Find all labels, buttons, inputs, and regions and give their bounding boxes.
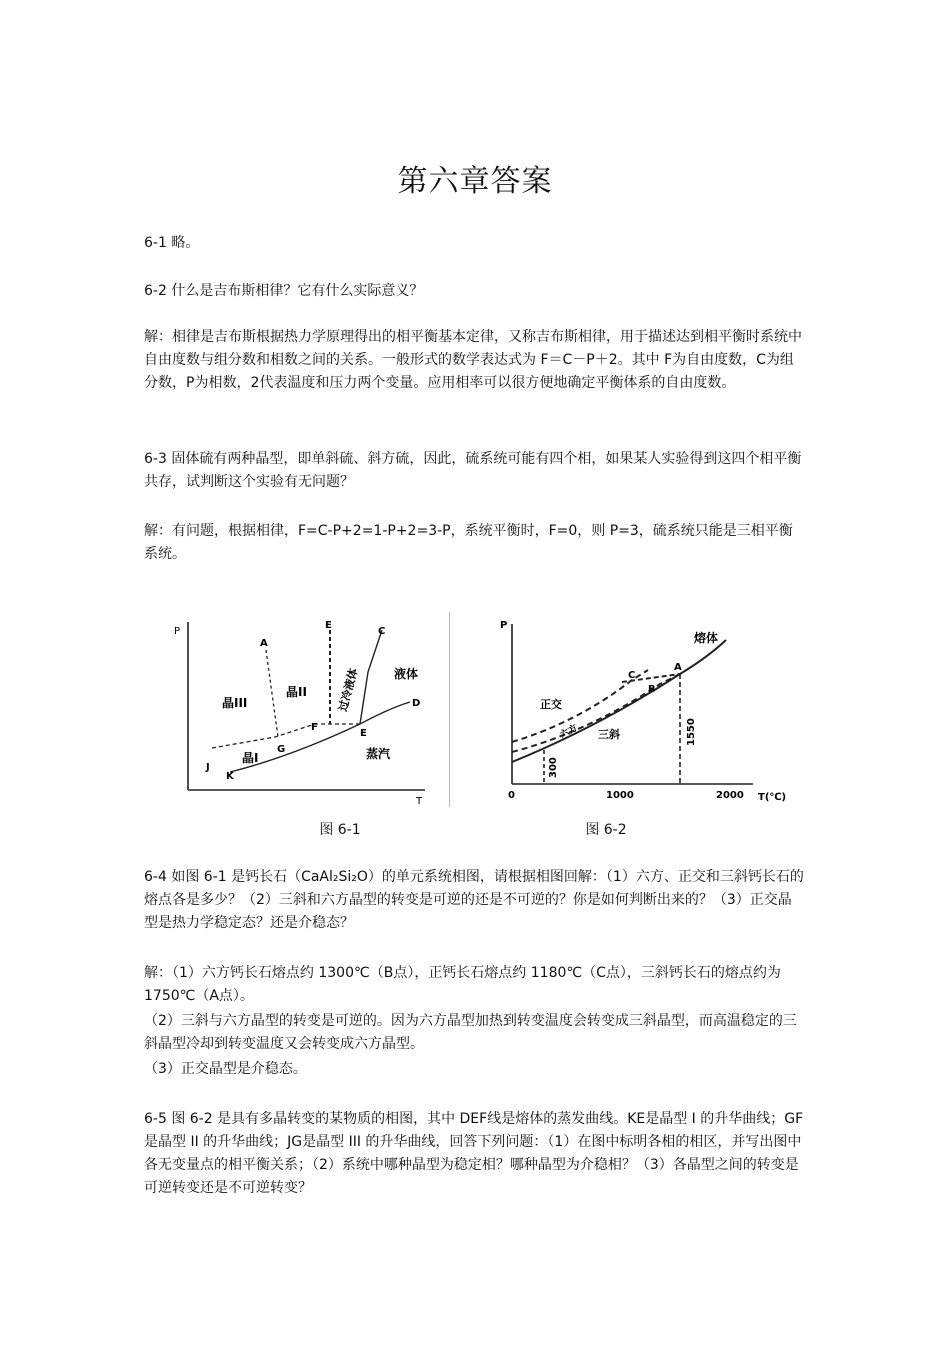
axis-t-label: T(℃) xyxy=(758,792,787,803)
point-F: F xyxy=(311,722,318,733)
curve-A xyxy=(266,650,278,737)
figure-6-2 xyxy=(498,612,798,812)
point-G: G xyxy=(277,744,286,755)
label-melt: 熔体 xyxy=(694,631,719,645)
region-supercooled-liquid: 过冷液体 xyxy=(336,666,361,713)
question-6-4: 6-4 如图 6-1 是钙长石（CaAl₂Si₂O）的单元系统相图，请根据相图回解：（1）六方、正交和三斜钙长石的熔点各是多少？（2）三斜和六方晶型的转变是可逆的还是不可逆的？你是如何判断出来的？（3）正交晶型是热力学稳定态？还是介稳态？ xyxy=(144,869,804,931)
point-E-top: E xyxy=(325,620,332,631)
label-hexagonal: 六方 xyxy=(558,723,580,741)
answer-6-4-part1: 解：（1）六方钙长石熔点约 1300℃（B点），正钙长石熔点约 1180℃（C点），三斜钙长石的熔点约为 1750℃（A点）。 xyxy=(144,965,781,1004)
region-vapor: 蒸汽 xyxy=(366,747,391,761)
axis-p-label: P xyxy=(174,626,181,637)
point-C: C xyxy=(378,626,386,637)
point-D: D xyxy=(412,698,421,709)
label-orthorhombic: 正交 xyxy=(540,698,562,711)
question-6-3: 6-3 固体硫有两种晶型，即单斜硫、斜方硫，因此，硫系统可能有四个相，如果某人实验得到这四个相平衡共存，试判断这个实验有无问题？ xyxy=(144,451,802,490)
tick-0: 0 xyxy=(508,790,515,801)
point-B: B xyxy=(648,684,656,695)
answer-6-4-part3: （3）正交晶型是介稳态。 xyxy=(144,1061,307,1077)
point-C: C xyxy=(628,670,636,681)
phase-diagram-6-1 xyxy=(170,612,440,812)
label-300: 300 xyxy=(548,757,559,778)
axis-t-label: T xyxy=(416,796,423,807)
region-liquid: 液体 xyxy=(394,667,419,681)
point-A: A xyxy=(260,638,268,649)
page-title: 第六章答案 xyxy=(397,164,553,199)
curve-JGF xyxy=(212,724,360,748)
answer-6-3: 解：有问题，根据相律，F=C-P+2=1-P+2=3-P，系统平衡时，F=0，则 P=3，硫系统只能是三相平衡系统。 xyxy=(144,523,793,562)
question-6-5: 6-5 图 6-2 是具有多晶转变的某物质的相图，其中 DEF线是熔体的蒸发曲线。KE是晶型 I 的升华曲线；GF是晶型 II 的升华曲线；JG是晶型 III 的升华曲线，回答下列问题：（1）在图中标明各相的相区，并写出图中各无变量点的相平衡关系；（2）系统中哪种晶型为稳定相？哪种晶型为介稳相？（3）各晶型之间的转变是可逆转变还是不可逆转变？ xyxy=(144,1111,804,1196)
point-A: A xyxy=(674,662,682,673)
curve-ED xyxy=(360,702,410,724)
figure-6-1 xyxy=(170,612,440,812)
label-1550: 1550 xyxy=(686,718,697,746)
tick-1000: 1000 xyxy=(606,790,634,801)
answer-6-4-part2: （2）三斜与六方晶型的转变是可逆的。因为六方晶型加热到转变温度会转变成三斜晶型，而高温稳定的三斜晶型冷却到转变温度又会转变成六方晶型。 xyxy=(144,1013,797,1052)
label-triclinic: 三斜 xyxy=(598,728,620,741)
point-E: E xyxy=(360,728,367,739)
point-K: K xyxy=(226,771,234,782)
answer-6-2: 解：相律是吉布斯根据热力学原理得出的相平衡基本定律，又称吉布斯相律，用于描述达到相平衡时系统中自由度数与组分数和相数之间的关系。一般形式的数学表达式为 F＝C－P＋2。其中 F为自由度数，C为组分数，P为相数，2代表温度和压力两个变量。应用相率可以很方便地确定平衡体系的自由度数。 xyxy=(144,329,802,391)
figure-divider xyxy=(449,612,450,807)
question-6-2: 6-2 什么是吉布斯相律？它有什么实际意义？ xyxy=(144,283,424,299)
phase-diagram-6-2 xyxy=(498,612,798,812)
caption-figure-6-1: 图 6-1 xyxy=(319,822,361,838)
caption-figure-6-2: 图 6-2 xyxy=(585,822,627,838)
region-crystal-3: 晶III xyxy=(222,696,248,710)
curve-EC xyxy=(360,630,382,724)
paragraph-6-1: 6-1 略。 xyxy=(144,235,200,251)
tick-2000: 2000 xyxy=(716,790,744,801)
point-J: J xyxy=(206,762,210,773)
region-crystal-1: 晶I xyxy=(242,751,259,765)
region-crystal-2: 晶II xyxy=(286,685,307,699)
axis-p-label: P xyxy=(500,620,508,631)
